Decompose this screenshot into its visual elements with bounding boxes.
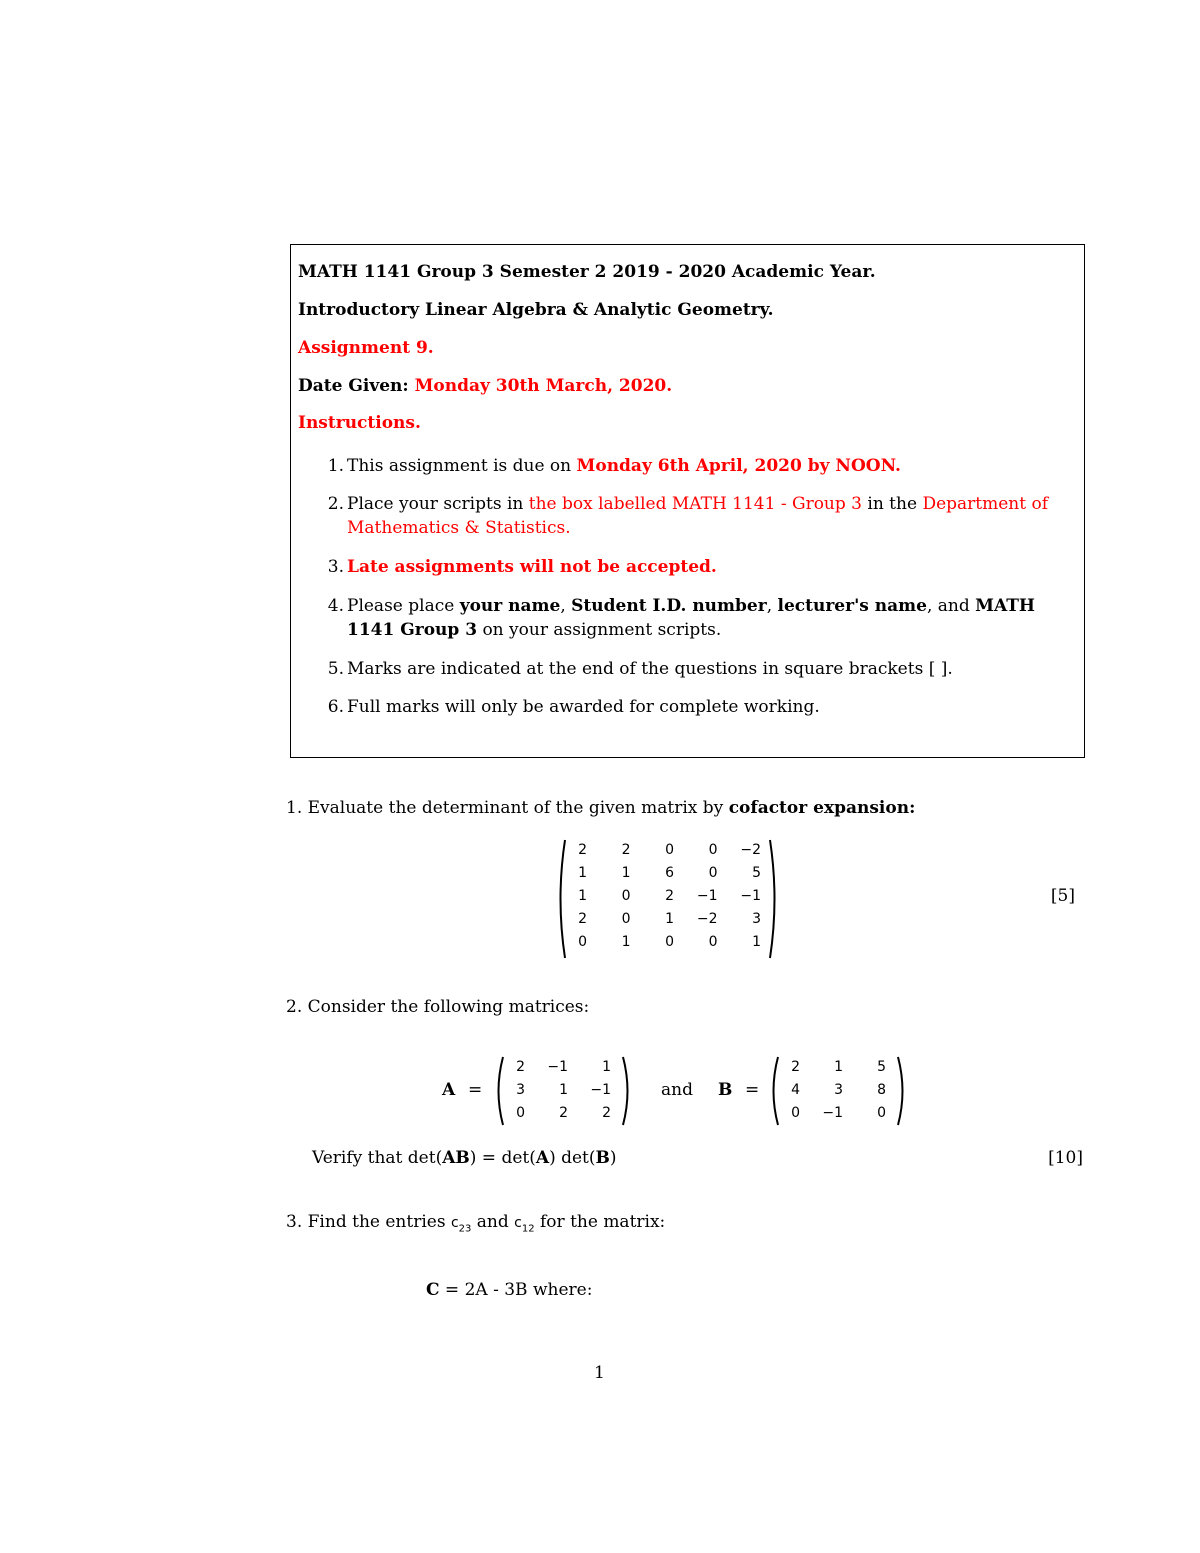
- matrix-b: [768, 1055, 908, 1127]
- verify-text: ): [609, 1148, 617, 1168]
- entry-c23: c: [450, 1215, 459, 1231]
- verify-statement: [312, 1148, 617, 1168]
- instruction-number: 2.: [327, 494, 344, 514]
- matrix-cell: 1: [665, 911, 674, 927]
- matrix-cell: 0: [578, 934, 587, 950]
- matrix-cell: −1: [590, 1082, 611, 1098]
- bold-text: your name: [459, 596, 561, 616]
- instruction-number: 3.: [327, 557, 344, 577]
- c-expression: = 2A - 3B where:: [439, 1280, 593, 1300]
- instruction-number: 5.: [327, 659, 344, 679]
- entry-c23-sub: 23: [458, 1223, 472, 1235]
- matrix-cell: 2: [621, 842, 631, 858]
- course-title: MATH 1141 Group 3 Semester 2 2019 - 2020 Academic Year.: [298, 262, 876, 282]
- question-text: Evaluate the determinant of the given matrix by: [307, 798, 729, 818]
- matrix-q1: [555, 838, 780, 960]
- question-number: 1.: [286, 798, 303, 818]
- page-number: 1: [594, 1363, 605, 1383]
- marks-q2: [10]: [1048, 1148, 1083, 1168]
- matrix-cell: 6: [665, 865, 674, 881]
- question-3: [286, 1212, 665, 1234]
- matrix-cell: 0: [708, 865, 718, 881]
- matrix-cell: 0: [708, 934, 718, 950]
- matrix-cell: −1: [696, 888, 718, 904]
- matrix-cell: 1: [559, 1082, 568, 1098]
- instruction-number: 1.: [327, 456, 344, 476]
- question-1: [286, 798, 915, 818]
- question-number: 2.: [286, 997, 303, 1017]
- matrix-cell: 2: [578, 842, 587, 858]
- bold-text: Student I.D. number: [571, 596, 767, 616]
- matrix-cell: 0: [791, 1105, 800, 1121]
- matrix-cell: 1: [621, 865, 631, 881]
- matrix-cell: −1: [822, 1105, 843, 1121]
- matrix-a: [493, 1055, 633, 1127]
- instruction-text: Please place: [347, 596, 460, 616]
- question-text: for the matrix:: [534, 1212, 666, 1232]
- right-bracket: [623, 1057, 628, 1125]
- bold-text: lecturer's name: [777, 596, 927, 616]
- b-symbol: B: [595, 1148, 610, 1168]
- instructions-title: Instructions.: [298, 413, 421, 433]
- matrix-cell: 2: [791, 1059, 800, 1075]
- right-bracket: [898, 1057, 903, 1125]
- matrix-cell: 1: [578, 865, 587, 881]
- instruction-text: ,: [560, 596, 572, 616]
- matrix-cell: 0: [665, 934, 674, 950]
- verify-text: ) det(: [549, 1148, 596, 1168]
- course-subtitle: Introductory Linear Algebra & Analytic Geometry.: [298, 300, 774, 320]
- instruction-text: Marks are indicated at the end of the questions in square brackets [ ].: [347, 659, 953, 679]
- entry-c12-sub: 12: [521, 1223, 535, 1235]
- matrix-cell: 0: [708, 842, 718, 858]
- department-cont: Mathematics & Statistics.: [347, 518, 571, 538]
- matrix-cell: 5: [752, 865, 761, 881]
- matrix-cell: 3: [834, 1082, 843, 1098]
- date-value: Monday 30th March, 2020.: [414, 376, 673, 396]
- question-text: and: [471, 1212, 515, 1232]
- right-bracket: [770, 840, 775, 958]
- question-2: [286, 997, 589, 1017]
- matrix-cell: 0: [516, 1105, 525, 1121]
- instruction-text: Full marks will only be awarded for complete working.: [347, 697, 820, 717]
- due-date: Monday 6th April, 2020 by NOON.: [576, 456, 901, 476]
- matrix-cell: −1: [547, 1059, 568, 1075]
- question-text: Find the entries: [307, 1212, 451, 1232]
- matrix-cell: 2: [602, 1105, 611, 1121]
- matrix-cell: 0: [877, 1105, 886, 1121]
- matrix-a-label: A: [442, 1080, 456, 1100]
- box-location: the box labelled MATH 1141 - Group 3: [528, 494, 862, 514]
- instruction-text: , and: [926, 596, 976, 616]
- matrix-cell: −2: [740, 842, 761, 858]
- entry-c12: c: [514, 1215, 522, 1231]
- bold-text: 1141 Group 3: [347, 620, 478, 640]
- instruction-text: ,: [766, 596, 778, 616]
- instruction-text: on your assignment scripts.: [477, 620, 722, 640]
- ab-symbol: AB: [442, 1148, 470, 1168]
- matrix-cell: 2: [559, 1105, 568, 1121]
- matrix-cell: 1: [578, 888, 587, 904]
- date-given: [298, 376, 672, 396]
- matrix-cell: 1: [621, 934, 631, 950]
- c-symbol: C: [426, 1280, 440, 1300]
- marks-q1: [5]: [1050, 886, 1075, 906]
- verify-text: ) = det(: [469, 1148, 536, 1168]
- instruction-number: 4.: [327, 596, 344, 616]
- matrix-cell: 3: [752, 911, 761, 927]
- matrix-cell: 1: [834, 1059, 843, 1075]
- a-symbol: A: [535, 1148, 550, 1168]
- matrix-c-definition: [426, 1280, 592, 1300]
- matrix-cell: 1: [602, 1059, 611, 1075]
- assignment-title: Assignment 9.: [298, 338, 434, 358]
- equals-sign: =: [745, 1080, 760, 1100]
- instruction-number: 6.: [327, 697, 344, 717]
- question-number: 3.: [286, 1212, 303, 1232]
- matrix-cell: 5: [877, 1059, 886, 1075]
- matrix-cell: −1: [740, 888, 761, 904]
- matrix-cell: 2: [578, 911, 587, 927]
- department: Department of: [922, 494, 1048, 514]
- date-label: Date Given:: [298, 376, 409, 396]
- matrix-cell: 0: [621, 911, 631, 927]
- matrix-cell: 2: [665, 888, 674, 904]
- matrix-cell: 8: [877, 1082, 886, 1098]
- instruction-text: Place your scripts in: [347, 494, 529, 514]
- question-bold: cofactor expansion:: [728, 798, 916, 818]
- matrix-cell: 3: [516, 1082, 525, 1098]
- matrix-cell: 0: [621, 888, 631, 904]
- equals-sign: =: [468, 1080, 483, 1100]
- question-text: Consider the following matrices:: [307, 997, 590, 1017]
- matrix-cell: 4: [791, 1082, 800, 1098]
- verify-text: Verify that det(: [312, 1148, 443, 1168]
- matrix-cell: −2: [696, 911, 718, 927]
- matrix-b-label: B: [718, 1080, 733, 1100]
- late-warning: Late assignments will not be accepted.: [347, 557, 717, 577]
- matrix-cell: 1: [752, 934, 761, 950]
- instruction-text: This assignment is due on: [347, 456, 577, 476]
- bold-text: MATH: [975, 596, 1035, 616]
- matrix-cell: 2: [516, 1059, 525, 1075]
- instruction-text: in the: [861, 494, 923, 514]
- and-word: and: [661, 1080, 693, 1100]
- matrix-cell: 0: [665, 842, 674, 858]
